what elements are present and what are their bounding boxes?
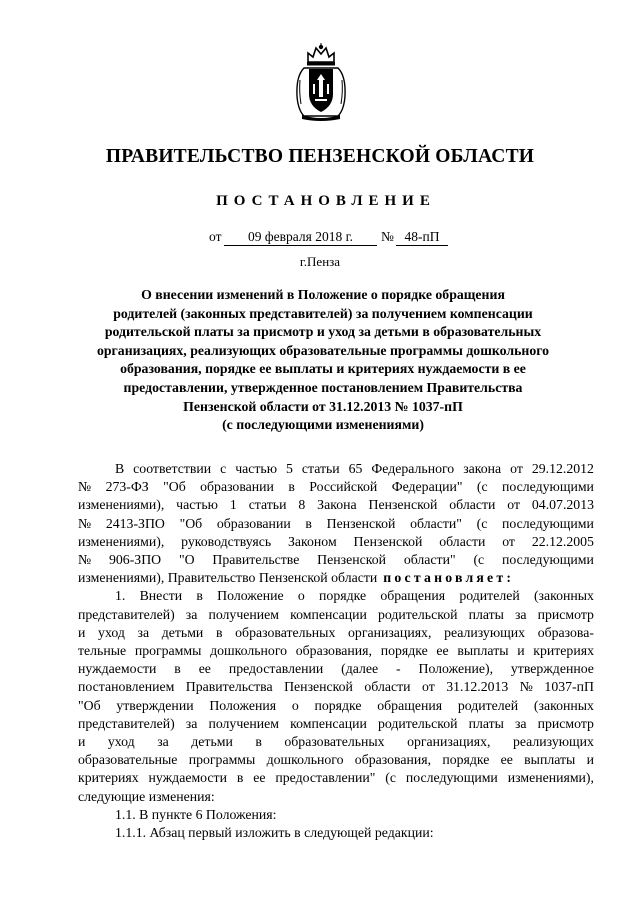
- subject-line: Пензенской области от 31.12.2013 № 1037-пП: [183, 398, 463, 414]
- preamble-last-text: изменениями), Правительство Пензенской области: [78, 570, 378, 586]
- number-prefix: №: [381, 229, 394, 244]
- document-number: 48-пП: [396, 229, 448, 246]
- coat-of-arms-icon: [290, 42, 352, 122]
- item1-line: и уход за детьми в образовательных организациях, реализующих образова-: [78, 624, 594, 640]
- document-date: 09 февраля 2018 г.: [224, 229, 377, 246]
- item1-line: "Об утверждении Положения о порядке обращения родителей (законных: [78, 697, 594, 713]
- item1-last-line: следующие изменения:: [78, 788, 215, 804]
- item1-line: представителей) за получением компенсации родительской платы за присмотр: [78, 715, 594, 731]
- subject-line: (с последующими изменениями): [222, 417, 424, 433]
- subject-line: организациях, реализующих образовательные программы дошкольного: [96, 342, 550, 358]
- preamble-line: изменениями), частью 1 статьи 8 Закона Пензенской области от 04.07.2013: [78, 497, 594, 513]
- item1-line: 1. Внести в Положение о порядке обращения родителей (законных: [115, 588, 594, 604]
- document-body: [78, 460, 594, 842]
- item1-line: образовательные программы дошкольного образования, порядке ее выплаты и: [78, 752, 594, 768]
- subject-line: родительской платы за присмотр и уход за детьми в образовательных: [104, 324, 542, 340]
- preamble-line: № 906-ЗПО "О Правительстве Пензенской области" (с последующими: [78, 552, 594, 568]
- preamble-last-line: [78, 569, 594, 587]
- subject-line: образования, порядке ее выплаты и критериях нуждаемости в ее: [120, 361, 526, 377]
- date-prefix: от: [209, 229, 222, 244]
- city: г.Пенза: [299, 254, 341, 269]
- item1-line: критериях нуждаемости в ее предоставлении" (с последующими изменениями),: [78, 770, 594, 786]
- subject-line: О внесении изменений в Положение о порядке обращения: [141, 287, 505, 302]
- preamble-line: изменениями), руководствуясь Законом Пензенской области от 22.12.2005: [78, 533, 594, 549]
- preamble-line: В соответствии с частью 5 статьи 65 Федерального закона от 29.12.2012: [115, 461, 594, 476]
- document-subject: [84, 286, 562, 435]
- item1-line: и уход за детьми в образовательных организациях, реализующих: [78, 734, 594, 750]
- item1-line: постановлением Правительства Пензенской области от 31.12.2013 № 1037-пП: [78, 679, 594, 695]
- resolves-word: постановляет:: [383, 570, 515, 586]
- subject-line: предоставлении, утвержденное постановлением Правительства: [123, 379, 523, 395]
- subject-line: родителей (законных представителей) за получением компенсации: [113, 305, 533, 321]
- item1-line: нуждаемости в ее предоставлении (далее - Положение), утвержденное: [78, 661, 594, 677]
- document-type: ПОСТАНОВЛЕНИЕ: [216, 193, 436, 209]
- preamble-line: № 2413-ЗПО "Об образовании в Пензенской области" (с последующими: [78, 515, 594, 531]
- item1-1-line: 1.1. В пункте 6 Положения:: [115, 806, 277, 822]
- item1-1-1-line: 1.1.1. Абзац первый изложить в следующей редакции:: [115, 825, 434, 841]
- preamble-line: № 273-ФЗ "Об образовании в Российской Федерации" (с последующими: [78, 479, 594, 495]
- item1-line: тельные программы дошкольного образования, порядке ее выплаты и критериях: [78, 643, 594, 659]
- government-name: ПРАВИТЕЛЬСТВО ПЕНЗЕНСКОЙ ОБЛАСТИ: [105, 146, 535, 167]
- item1-line: представителей) за получением компенсации родительской платы за присмотр: [78, 606, 594, 622]
